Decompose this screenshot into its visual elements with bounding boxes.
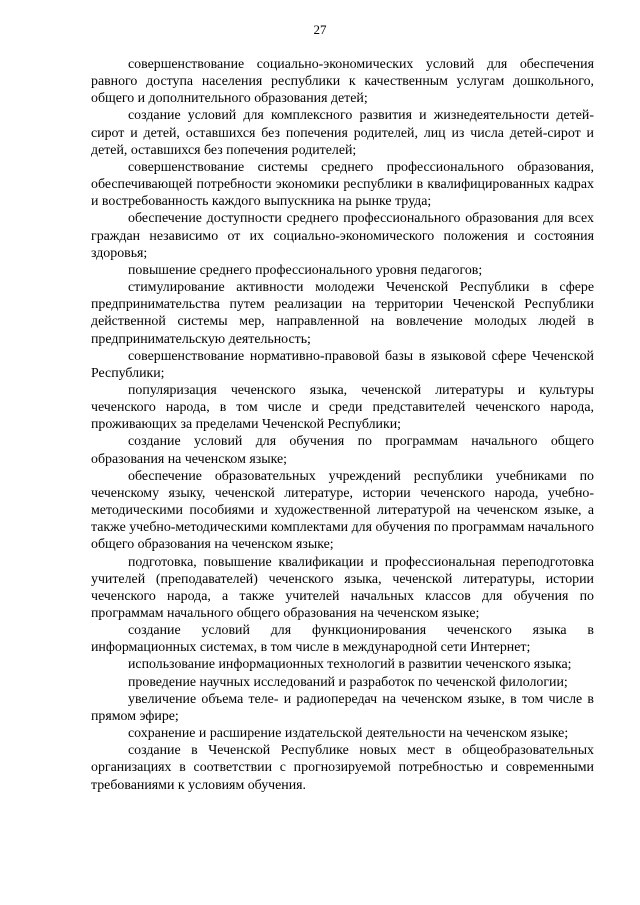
paragraph-11: подготовка, повышение квалификации и профессиональная переподготовка учителей (преподавателей) чеченского языка, чеченской литературы, истории чеченского народа, а также учителей начальных классов для обучения по программам начального общего образования на чеченском языке; (91, 554, 594, 621)
paragraph-2: создание условий для комплексного развития и жизнедеятельности детей-сирот и детей, оставшихся без попечения родителей, лиц из числа детей-сирот и детей, оставшихся без попечения родителей; (91, 108, 594, 158)
paragraph-6: стимулирование активности молодежи Чеченской Республики в сфере предпринимательства путем реализации на территории Чеченской Республики действенной системы мер, направленной на вовлечение молодых людей в предпринимательскую деятельность; (91, 280, 594, 347)
paragraph-3: совершенствование системы среднего профессионального образования, обеспечивающей потребности экономики республики в квалифицированных кадрах и востребованность каждого выпускника на рынке труда; (91, 159, 594, 210)
page-number: 27 (313, 22, 327, 37)
paragraph-17: создание в Чеченской Республике новых мест в общеобразовательных организациях в соответствии с прогнозируемой потребностью и современными требованиями к условиям обучения. (91, 743, 594, 793)
paragraph-15: увеличение объема теле- и радиопередач на чеченском языке, в том числе в прямом эфире; (91, 691, 594, 724)
paragraph-14: проведение научных исследований и разработок по чеченской филологии; (128, 674, 568, 690)
paragraph-4: обеспечение доступности среднего профессионального образования для всех граждан независимо от их социально-экономического положения и состояния здоровья; (91, 211, 594, 261)
paragraph-16: сохранение и расширение издательской деятельности на чеченском языке; (128, 726, 569, 742)
paragraph-13: использование информационных технологий в развитии чеченского языка; (128, 657, 572, 673)
paragraph-7: совершенствование нормативно-правовой базы в языковой сфере Чеченской Республики; (91, 348, 594, 381)
paragraph-9: создание условий для обучения по программам начального общего образования на чеченском языке; (91, 434, 594, 467)
paragraph-1: совершенствование социально-экономических условий для обеспечения равного доступа населения республики к качественным услугам дошкольного, общего и дополнительного образования детей; (91, 57, 594, 107)
paragraph-8: популяризация чеченского языка, чеченской литературы и культуры чеченского народа, в том числе и среди представителей чеченского народа, проживающих за пределами Чеченской Республики; (91, 382, 594, 433)
paragraph-12: создание условий для функционирования чеченского языка в информационных системах, в том числе в международной сети Интернет; (91, 623, 594, 656)
document-body (91, 56, 594, 794)
paragraph-10: обеспечение образовательных учреждений республики учебниками по чеченскому языку, чеченской литературе, истории чеченского народа, учебно-методическими пособиями и художественной литературой на чеченском языке, а также учебно-методическими комплектами для обучения по программам начального общего образования на чеченском языке; (91, 468, 594, 553)
paragraph-5: повышение среднего профессионального уровня педагогов; (128, 262, 483, 278)
